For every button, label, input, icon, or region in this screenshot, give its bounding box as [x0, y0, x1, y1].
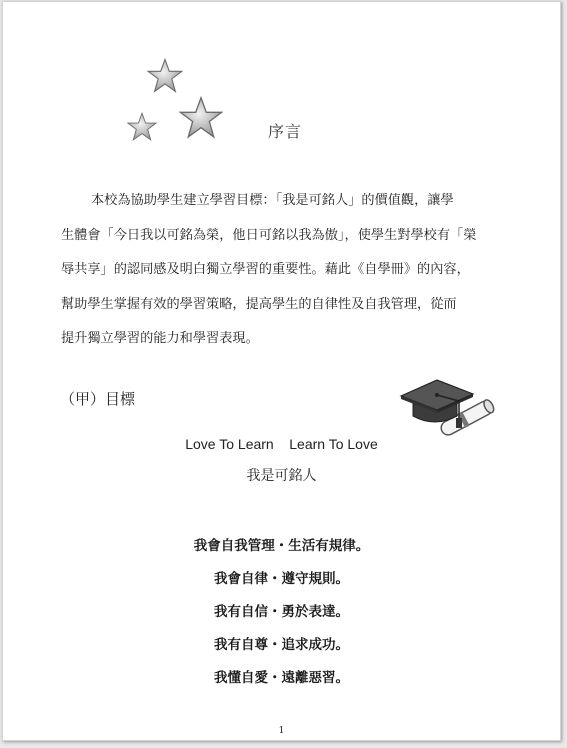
paragraph-line: 生體會「今日我以可銘為榮，他日可銘以我為傲」，使學生對學校有「榮 [61, 227, 477, 243]
pledge-line: 我會自律・遵守規則。 [214, 571, 349, 587]
paragraph-line: 本校為協助學生建立學習目標：「我是可銘人」的價值觀，讓學 [91, 193, 454, 208]
paragraph-line: 辱共享」的認同感及明白獨立學習的重要性。藉此《自學冊》的內容， [61, 262, 470, 277]
pledge-line: 我懂自愛・遠離惡習。 [214, 670, 349, 686]
paragraph-line: 幫助學生掌握有效的學習策略，提高學生的自律性及自我管理，從而 [61, 296, 457, 312]
pledge-line: 我有自信・勇於表達。 [214, 604, 349, 620]
graduation-cap-icon [399, 374, 503, 442]
intro-paragraph [61, 184, 523, 357]
paragraph-line: 提升獨立學習的能力和學習表現。 [61, 331, 259, 346]
motto-chinese: 我是可銘人 [246, 468, 317, 484]
motto-english: Love To Learn Learn To Love [185, 436, 378, 452]
page-title: 序言 [268, 122, 303, 141]
document-page [2, 1, 561, 741]
section-heading: （甲）目標 [60, 390, 136, 408]
star-icon [179, 96, 223, 140]
star-icon [147, 58, 183, 94]
page-number: 1 [278, 726, 285, 736]
pledge-line: 我有自尊・追求成功。 [214, 637, 349, 653]
pledge-line: 我會自我管理・生活有規律。 [193, 538, 370, 554]
star-icon [127, 112, 157, 142]
